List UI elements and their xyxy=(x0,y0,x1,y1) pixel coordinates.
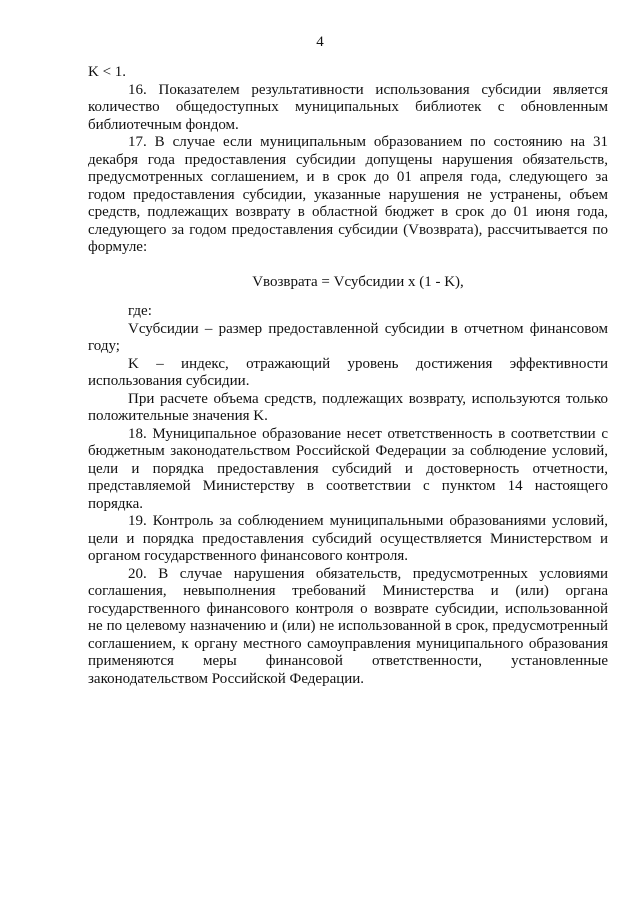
paragraph-18: 18. Муниципальное образование несет ответственность в соответствии с бюджетным законодательством Российской Федерации за соблюдение условий, цели и порядка предоставления субсидий и достоверность отчетности, представляемой Министерству в соответствии с пунктом 14 настоящего порядка. xyxy=(88,425,608,512)
document-body xyxy=(88,64,608,688)
paragraph-17: 17. В случае если муниципальным образованием по состоянию на 31 декабря года предоставления субсидии допущены нарушения обязательств, предусмотренных соглашением, и в срок до 01 апреля года, следующего за годом предоставления субсидии, указанные нарушения не устранены, объем средств, подлежащих возврату в областной бюджет в срок до 01 июня года, следующего за годом предоставления субсидии (Vвозврата), рассчитывается по формуле: xyxy=(88,134,608,255)
paragraph-20: 20. В случае нарушения обязательств, предусмотренных условиями соглашения, невыполнения требований Министерства и (или) органа государственного финансового контроля о возврате субсидии, использованной не по целевому назначению и (или) не использованной в срок, предусмотренный соглашением, к органу местного самоуправления муниципального образования применяются меры финансовой ответственности, установленные законодательством Российской Федерации. xyxy=(88,565,608,687)
where-label: где: xyxy=(128,303,152,319)
definition-k-index: K – индекс, отражающий уровень достижения эффективности использования субсидии. xyxy=(88,355,608,389)
refund-formula: Vвозврата = Vсубсидии x (1 - K), xyxy=(252,273,464,290)
definition-v-subsidy: Vсубсидии – размер предоставленной субсидии в отчетном финансовом году; xyxy=(88,320,608,354)
paragraph-16: 16. Показателем результативности использования субсидии является количество общедоступных муниципальных библиотек с обновленным библиотечным фондом. xyxy=(88,81,608,133)
paragraph-19: 19. Контроль за соблюдением муниципальными образованиями условий, цели и порядка предоставления субсидий осуществляется Министерством и органом государственного финансового контроля. xyxy=(88,513,608,564)
condition-k-less-than-one: K < 1. xyxy=(88,64,127,80)
page-number: 4 xyxy=(316,34,324,50)
positive-values-note: При расчете объема средств, подлежащих возврату, используются только положительные значения K. xyxy=(88,390,608,424)
